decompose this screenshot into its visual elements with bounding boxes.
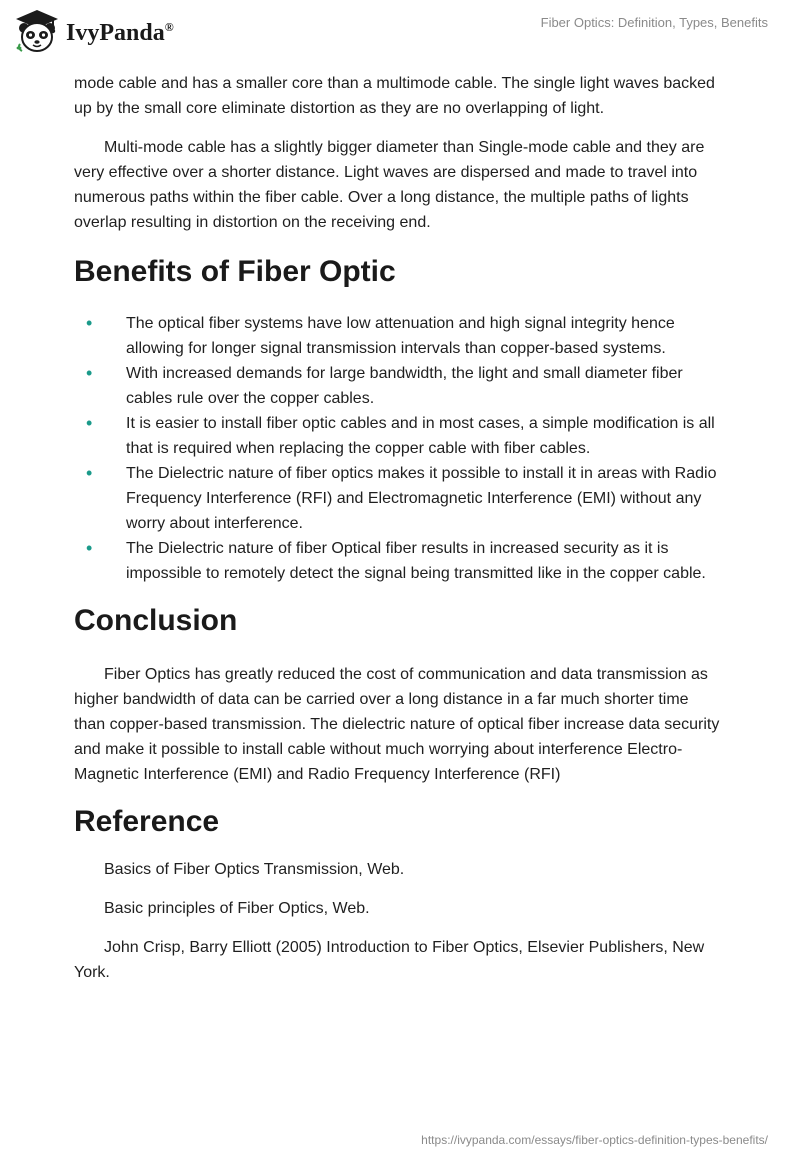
bullet-icon: • (86, 413, 93, 433)
conclusion-paragraph: Fiber Optics has greatly reduced the cost of communication and data transmission as higher bandwidth of data can be carried over a long distance in a far much shorter time than copper-based transmission. The dielectric nature of optical fiber increase data security and make it possible to install cable without much worrying about interference Electro-Magnetic Interference (EMI) and Radio Frequency Interference (RFI) (74, 666, 720, 783)
reference-item: Basic principles of Fiber Optics, Web. (104, 900, 370, 917)
list-item: • The Dielectric nature of fiber Optical fiber results in increased security as it is impossible to remotely detect the signal being transmitted like in the copper cable. (86, 538, 706, 582)
reference-item: John Crisp, Barry Elliott (2005) Introduction to Fiber Optics, Elsevier Publishers, New York. (74, 939, 705, 981)
panda-logo-icon (14, 8, 60, 54)
bullet-icon: • (86, 463, 93, 483)
intro-paragraph-1: mode cable and has a smaller core than a multimode cable. The single light waves backed up by the small core eliminate distortion as they are no overlapping of light. (74, 75, 715, 117)
document-title: Fiber Optics: Definition, Types, Benefits (540, 15, 768, 30)
benefits-list (74, 311, 724, 586)
benefits-heading: Benefits of Fiber Optic (74, 255, 396, 288)
list-item: • The optical fiber systems have low attenuation and high signal integrity hence allowing for longer signal transmission intervals than copper-based systems. (86, 313, 675, 357)
reference-heading: Reference (74, 805, 220, 838)
intro-paragraph-2: Multi-mode cable has a slightly bigger diameter than Single-mode cable and they are very effective over a shorter distance. Light waves are dispersed and made to travel into numerous paths within the fiber cable. Over a long distance, the multiple paths of lights overlap resulting in distortion on the receiving end. (74, 139, 705, 231)
ivypanda-logo[interactable] (14, 8, 174, 54)
bullet-icon: • (86, 538, 93, 558)
bullet-icon: • (86, 363, 93, 383)
list-item: • With increased demands for large bandwidth, the light and small diameter fiber cables rule over the copper cables. (86, 363, 683, 407)
list-item: • It is easier to install fiber optic cables and in most cases, a simple modification is all that is required when replacing the copper cable with fiber cables. (86, 413, 715, 457)
source-url-link[interactable]: https://ivypanda.com/essays/fiber-optics-definition-types-benefits/ (421, 1133, 768, 1147)
brand-name: IvyPanda® (66, 19, 174, 46)
conclusion-heading: Conclusion (74, 604, 238, 637)
reference-item: Basics of Fiber Optics Transmission, Web. (104, 861, 405, 878)
bullet-icon: • (86, 313, 93, 333)
page-header (0, 0, 800, 70)
essay-content (74, 71, 724, 999)
list-item: • The Dielectric nature of fiber optics makes it possible to install it in areas with Radio Frequency Interference (RFI) and Electromagnetic Interference (EMI) without any worry about interference. (86, 463, 717, 532)
